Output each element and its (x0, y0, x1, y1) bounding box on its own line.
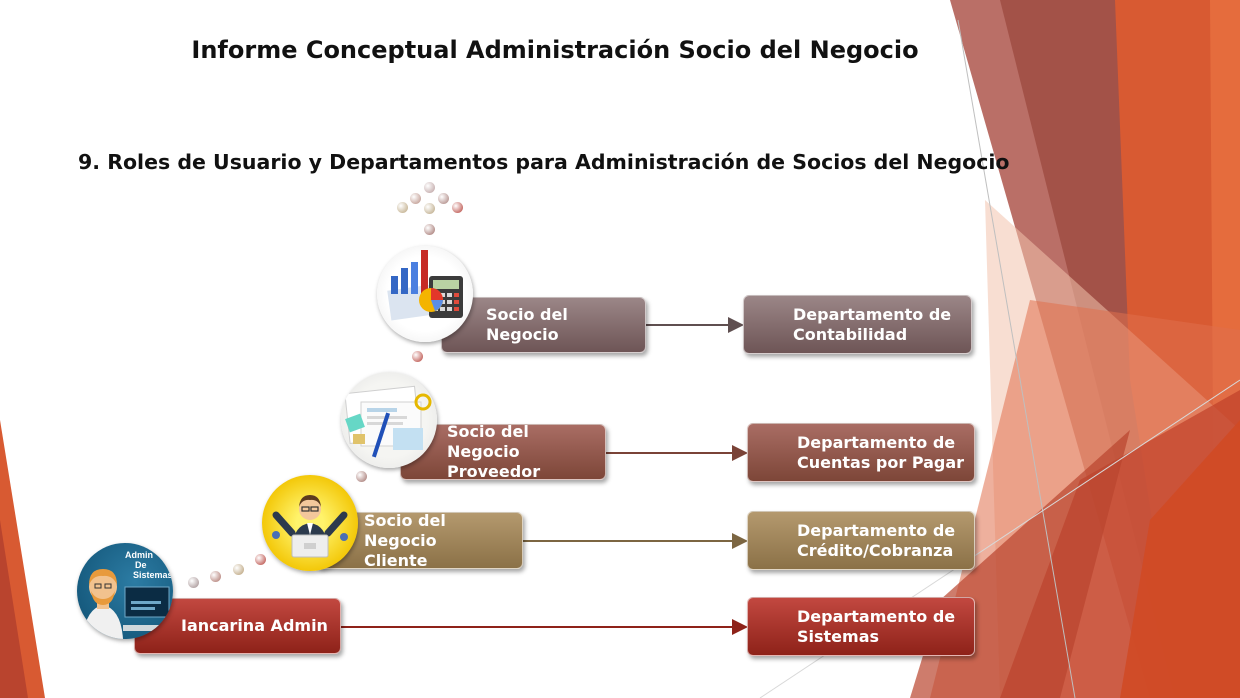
department-line2: Cuentas por Pagar (797, 452, 965, 472)
dot (210, 571, 221, 582)
department-line1: Departamento de (793, 304, 952, 324)
department-cuentas-por-pagar (747, 423, 975, 482)
department-line2: Sistemas (797, 626, 880, 646)
dot (412, 351, 423, 362)
dot (397, 202, 408, 213)
dot (188, 577, 199, 588)
admin-icon-text-line3: Sistemas (133, 570, 173, 580)
role-socio-del-negocio (441, 297, 646, 353)
department-contabilidad (743, 295, 972, 354)
dot (410, 193, 421, 204)
dot (424, 224, 435, 235)
dot (356, 471, 367, 482)
dot (424, 203, 435, 214)
admin-avatar-icon (77, 543, 173, 639)
role-label-line1: Socio del Negocio (364, 510, 446, 550)
section-heading: 9. Roles de Usuario y Departamentos para Administración de Socios del Negocio (78, 150, 1010, 174)
dot (438, 193, 449, 204)
department-credito-cobranza (747, 511, 975, 570)
dot (452, 202, 463, 213)
department-line1: Departamento de (797, 520, 956, 540)
department-line1: Departamento de (797, 606, 956, 626)
dot (255, 554, 266, 565)
businessman-icon (262, 475, 358, 571)
admin-icon-text-line1: Admin (125, 550, 153, 560)
department-line1: Departamento de (797, 432, 956, 452)
admin-icon-text-line2: De (135, 560, 147, 570)
dot (424, 182, 435, 193)
role-label-line2: Cliente (364, 550, 428, 570)
role-label: Iancarina Admin (181, 616, 328, 635)
slide-title: Informe Conceptual Administración Socio del Negocio (191, 36, 919, 64)
documents-icon (341, 372, 437, 468)
department-sistemas (747, 597, 975, 656)
accounting-icon (377, 246, 473, 342)
department-line2: Crédito/Cobranza (797, 540, 954, 560)
dot (233, 564, 244, 575)
role-label-line2: Proveedor (447, 462, 541, 481)
role-label-line1: Socio del Negocio (447, 422, 529, 461)
role-label: Socio del Negocio (486, 305, 568, 344)
department-line2: Contabilidad (793, 324, 908, 344)
